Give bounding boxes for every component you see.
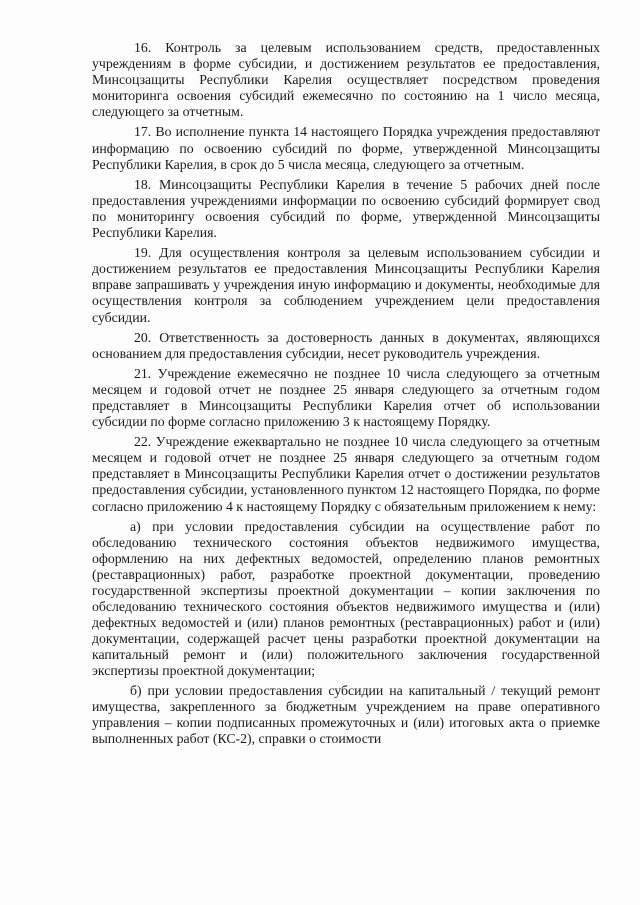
paragraph-17: 17. Во исполнение пункта 14 настоящего Порядка учреждения предоставляют информацию по освоению субсидий по форме, утвержденной Минсоцзащиты Республики Карелия, в срок до 5 числа месяца, следующего за отчетным. [92, 124, 600, 172]
paragraph-20: 20. Ответственность за достоверность данных в документах, являющихся основанием для предоставления субсидии, несет руководитель учреждения. [92, 329, 600, 361]
subitem-b: б) при условии предоставления субсидии на капитальный / текущий ремонт имущества, закрепленного за бюджетным учреждением на праве оперативного управления – копии подписанных промежуточных и (или) итоговых акта о приемке выполненных работ (КС-2), справки о стоимости [92, 682, 600, 746]
document-body [92, 40, 600, 750]
paragraph-22: 22. Учреждение ежеквартально не позднее 10 числа следующего за отчетным месяцем и годовой отчет не позднее 25 января следующего за отчетным годом представляет в Минсоцзащиты Республики Карелия отчет о достижении результатов предоставления субсидии, установленного пунктом 12 настоящего Порядка, по форме согласно приложению 4 к настоящему Порядку с обязательным приложением к нему: [92, 434, 600, 514]
paragraph-21: 21. Учреждение ежемесячно не позднее 10 числа следующего за отчетным месяцем и годовой отчет не позднее 25 января следующего за отчетным годом представляет в Минсоцзащиты Республики Карелия отчет об использовании субсидии по форме согласно приложению 3 к настоящему Порядку. [92, 365, 600, 430]
paragraph-16: 16. Контроль за целевым использованием средств, предоставленных учреждениям в форме субсидии, и достижением результатов ее предоставления, Минсоцзащиты Республики Карелия осуществляет посредством проведения мониторинга освоения субсидий ежемесячно по состоянию на 1 число месяца, следующего за отчетным. [92, 40, 600, 120]
paragraph-18: 18. Минсоцзащиты Республики Карелия в течение 5 рабочих дней после предоставления учреждениями информации по освоению субсидий формирует свод по мониторингу освоения субсидий по форме, утвержденной Минсоцзащиты Республики Карелия. [92, 176, 600, 241]
subitem-a: а) при условии предоставления субсидии на осуществление работ по обследованию технического состояния объектов недвижимого имущества, оформлению на них дефектных ведомостей, определению планов ремонтных (реставрационных) работ, разработке проектной документации, проведению государственной экспертизы проектной документации – копии заключения по обследованию технического состояния объектов недвижимого имущества и (или) дефектных ведомостей и (или) планов ремонтных (реставрационных) работ и (или) документации, содержащей расчет цены разработки проектной документации на капитальный ремонт и (или) положительного заключения государственной экспертизы проектной документации; [92, 518, 600, 679]
paragraph-19: 19. Для осуществления контроля за целевым использованием субсидии и достижением результатов ее предоставления Минсоцзащиты Республики Карелия вправе запрашивать у учреждения иную информацию и документы, необходимые для осуществления контроля за соблюдением учреждением цели предоставления субсидии. [92, 245, 600, 325]
